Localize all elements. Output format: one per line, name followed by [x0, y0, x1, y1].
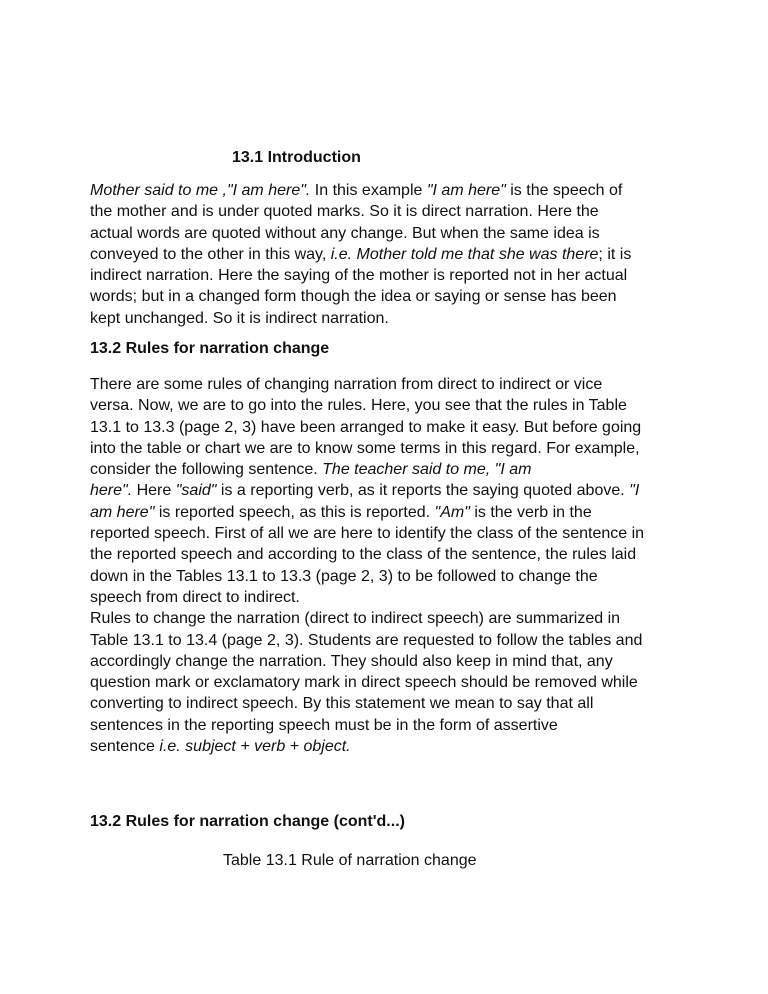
text-line: [90, 672, 690, 693]
text-run: into the table or chart we are to know some terms in this regard. For example,: [90, 439, 640, 457]
italic-text: am here": [90, 503, 155, 521]
text-line: [90, 438, 690, 459]
text-run: ; it is: [598, 245, 632, 263]
text-line: [90, 523, 690, 544]
italic-text: Mother said to me ,"I am here".: [90, 182, 311, 199]
text-run: is reported speech, as this is reported.: [154, 503, 435, 521]
text-line: [90, 223, 690, 244]
text-run: converting to indirect speech. By this statement we mean to say that all: [90, 695, 594, 713]
text-line: [90, 736, 690, 757]
text-run: is a reporting verb, as it reports the saying quoted above.: [216, 482, 630, 500]
text-line: [90, 374, 690, 395]
text-run: conveyed to the other in this way,: [90, 245, 331, 263]
text-line: [90, 587, 690, 608]
italic-text: i.e. Mother told me that she was there: [330, 245, 599, 263]
text-run: 13.1 to 13.3 (page 2, 3) have been arranged to make it easy. But before going: [90, 418, 642, 436]
text-line: [90, 608, 690, 629]
text-line: [90, 265, 690, 286]
text-run: In this example: [310, 182, 427, 199]
text-line: [90, 651, 690, 672]
text-line: [90, 395, 690, 416]
text-run: Rules to change the narration (direct to indirect speech) are summarized in: [90, 610, 621, 628]
text-run: speech from direct to indirect.: [90, 588, 300, 606]
text-line: [90, 286, 690, 307]
text-run: the mother and is under quoted marks. So it is direct narration. Here the: [90, 203, 599, 221]
italic-text: "I am here": [426, 182, 506, 199]
text-run: is the speech of: [505, 182, 623, 199]
text-line: [90, 417, 690, 438]
text-line: [90, 459, 690, 480]
intro-heading: 13.1 Introduction: [232, 149, 361, 166]
text-run: the reported speech and according to the class of the sentence, the rules laid: [90, 546, 637, 564]
italic-text: "said": [175, 482, 217, 500]
text-run: down in the Tables 13.1 to 13.3 (page 2, 3) to be followed to change the: [90, 567, 598, 585]
text-run: kept unchanged. So it is indirect narration.: [90, 309, 389, 327]
text-line: [90, 715, 690, 736]
text-run: actual words are quoted without any change. But when the same idea is: [90, 224, 600, 242]
text-run: words; but in a changed form though the idea or saying or sense has been: [90, 288, 617, 306]
italic-text: here".: [90, 482, 133, 500]
text-run: versa. Now, we are to go into the rules. Here, you see that the rules in Table: [90, 397, 627, 415]
text-line: [90, 180, 690, 201]
text-run: sentences in the reporting speech must be in the form of assertive: [90, 716, 558, 734]
text-line: [90, 544, 690, 565]
contd-heading: 13.2 Rules for narration change (cont'd...): [90, 813, 405, 830]
italic-text: The teacher said to me, "I am: [322, 461, 532, 479]
italic-text: i.e. subject + verb + object.: [159, 738, 351, 756]
text-run: Table 13.1 to 13.4 (page 2, 3). Students are requested to follow the tables and: [90, 631, 643, 649]
italic-text: "Am": [434, 503, 470, 521]
text-run: is the verb in the: [469, 503, 592, 521]
text-line: [90, 480, 690, 501]
text-line: [90, 566, 690, 587]
text-run: sentence: [90, 738, 160, 756]
text-run: accordingly change the narration. They should also keep in mind that, any: [90, 652, 613, 670]
text-line: [90, 201, 690, 222]
text-run: indirect narration. Here the saying of the mother is reported not in her actual: [90, 267, 628, 285]
intro-paragraph: [90, 180, 690, 329]
text-line: [90, 502, 690, 523]
text-run: reported speech. First of all we are here to identify the class of the sentence in: [90, 525, 645, 543]
text-run: question mark or exclamatory mark in direct speech should be removed while: [90, 674, 638, 692]
text-line: [90, 630, 690, 651]
italic-text: "I: [629, 482, 640, 500]
text-line: [90, 244, 690, 265]
text-run: There are some rules of changing narration from direct to indirect or vice: [90, 376, 603, 393]
text-run: consider the following sentence.: [90, 461, 323, 479]
rules-paragraph: [90, 374, 690, 757]
text-line: [90, 308, 690, 329]
text-run: Here: [132, 482, 176, 500]
table-caption: Table 13.1 Rule of narration change: [223, 852, 477, 869]
text-line: [90, 693, 690, 714]
rules-heading: 13.2 Rules for narration change: [90, 340, 330, 357]
